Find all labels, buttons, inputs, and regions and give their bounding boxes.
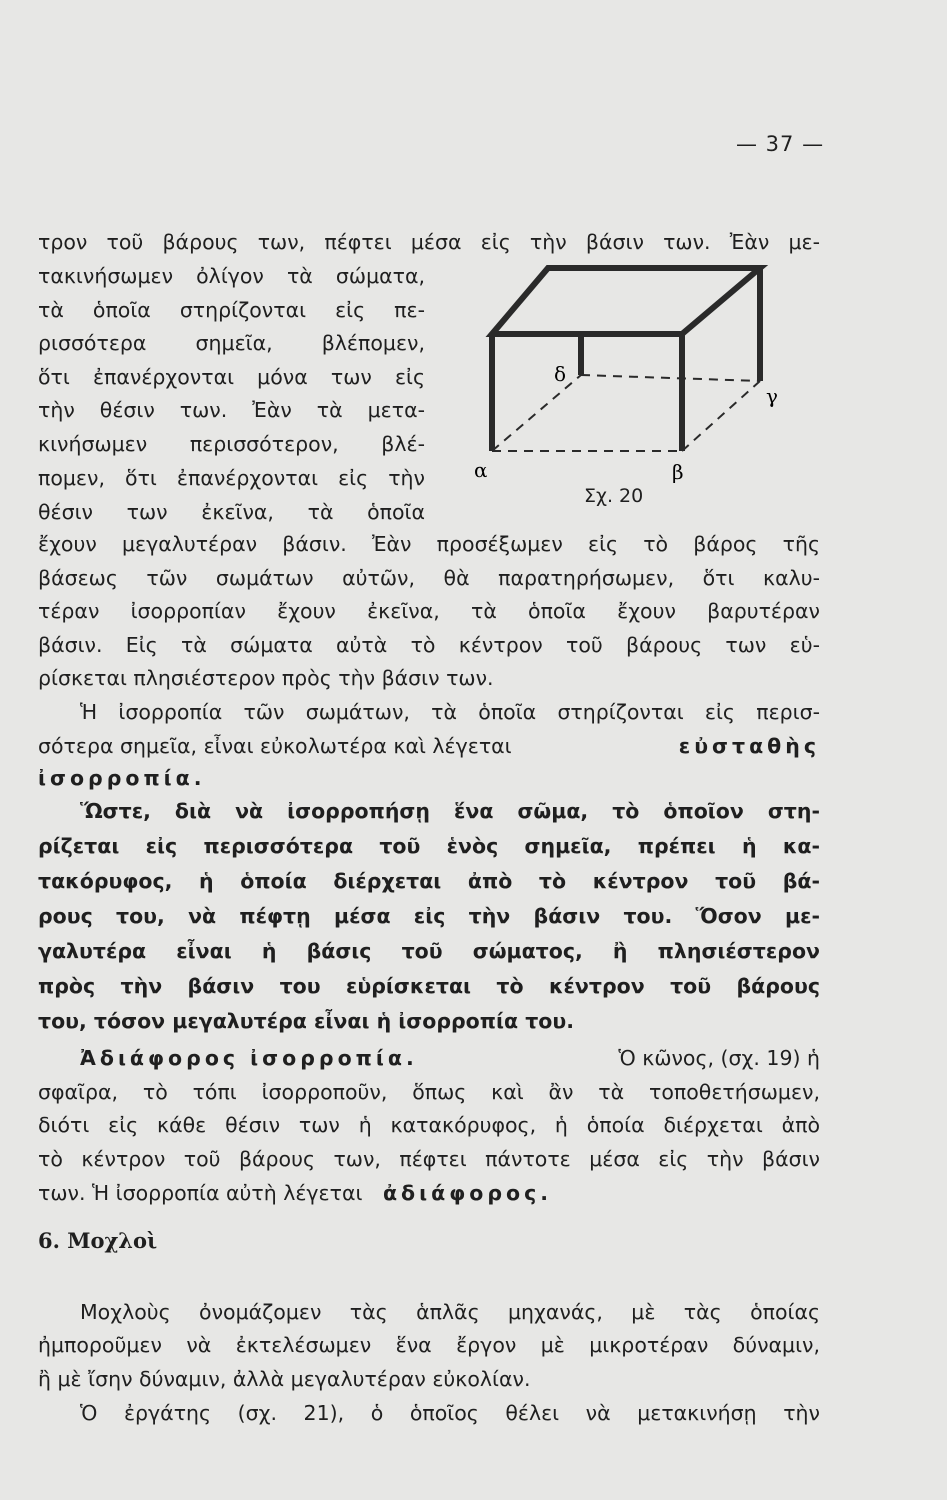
- text-line: Ἡ ἰσορροπία τῶν σωμάτων, τὰ ὁποῖα στηρίζονται εἰς περισ-: [80, 700, 820, 724]
- text-line: διότι εἰς κάθε θέσιν των ἡ κατακόρυφος, ἡ ὁποία διέρχεται ἀπὸ: [38, 1113, 820, 1137]
- text-line: Ὁ ἐργάτης (σχ. 21), ὁ ὁποῖος θέλει νὰ μετακινήσῃ τὴν: [80, 1401, 820, 1425]
- text-line: Μοχλοὺς ὀνομάζομεν τὰς ἁπλᾶς μηχανάς, μὲ τὰς ὁποίας: [80, 1300, 820, 1324]
- label-delta: δ: [554, 362, 567, 386]
- page-number: — 37 —: [736, 132, 825, 156]
- text-line: γαλυτέρα εἶναι ἡ βάσις τοῦ σώματος, ἢ πλησιέστερον: [38, 939, 820, 963]
- text-line: [38, 1181, 552, 1205]
- dashed-edge-a-d: [492, 375, 581, 451]
- label-alpha: α: [474, 458, 488, 482]
- text-line: ἢ μὲ ἴσην δύναμιν, ἀλλὰ μεγαλυτέραν εὐκολίαν.: [38, 1367, 531, 1391]
- text-line: του, τόσον μεγαλυτέρα εἶναι ἡ ἰσορροπία του.: [38, 1009, 574, 1033]
- text-line: [80, 1046, 820, 1070]
- text-line: ρίζεται εἰς περισσότερα τοῦ ἑνὸς σημεῖα, πρέπει ἡ κα-: [38, 834, 820, 858]
- text-line: τέραν ἰσορροπίαν ἔχουν ἐκεῖνα, τὰ ὁποῖα ἔχουν βαρυτέραν: [38, 599, 820, 623]
- text-line: ὅτι ἐπανέρχονται μόνα των εἰς: [38, 365, 425, 389]
- term-eustathis: εὐσταθὴς: [678, 734, 820, 758]
- term-isorropia: ἰσορροπία.: [38, 766, 206, 790]
- text-line: τρον τοῦ βάρους των, πέφτει μέσα εἰς τὴν βάσιν των. Ἐὰν με-: [38, 230, 820, 254]
- text-line: σφαῖρα, τὸ τόπι ἰσορροποῦν, ὅπως καὶ ἂν τὰ τοποθετήσωμεν,: [38, 1080, 820, 1104]
- text-line: ἠμποροῦμεν νὰ ἐκτελέσωμεν ἕνα ἔργον μὲ μικροτέραν δύναμιν,: [38, 1333, 820, 1357]
- box-top-face: [492, 268, 760, 334]
- text-line: τακόρυφος, ἡ ὁποία διέρχεται ἀπὸ τὸ κέντρον τοῦ βά-: [38, 869, 820, 893]
- text-line: βάσιν. Εἰς τὰ σώματα αὐτὰ τὸ κέντρον τοῦ βάρους των εὑ-: [38, 633, 820, 657]
- text-line: τὸ κέντρον τοῦ βάρους των, πέφτει πάντοτε μέσα εἰς τὴν βάσιν: [38, 1147, 820, 1171]
- text-line: θέσιν των ἐκεῖνα, τὰ ὁποῖα: [38, 500, 425, 524]
- text-line: τὰ ὁποῖα στηρίζονται εἰς πε-: [38, 298, 425, 322]
- figure-caption: Σχ. 20: [584, 485, 644, 507]
- text-line: πρὸς τὴν βάσιν του εὑρίσκεται τὸ κέντρον τοῦ βάρους: [38, 974, 820, 998]
- text-line: τὴν θέσιν των. Ἐὰν τὰ μετα-: [38, 398, 425, 422]
- text-line: ἔχουν μεγαλυτέραν βάσιν. Ἐὰν προσέξωμεν εἰς τὸ βάρος τῆς: [38, 532, 820, 556]
- text-line: τακινήσωμεν ὀλίγον τὰ σώματα,: [38, 264, 425, 288]
- dashed-edge-b-g: [682, 381, 760, 451]
- text-span: των. Ἡ ἰσορροπία αὐτὴ λέγεται: [38, 1181, 363, 1205]
- text-line: Ὥστε, διὰ νὰ ἰσορροπήσῃ ἕνα σῶμα, τὸ ὁποῖον στη-: [80, 799, 820, 823]
- text-span: σότερα σημεῖα, εἶναι εὐκολωτέρα καὶ λέγεται: [38, 734, 512, 758]
- text-line: ρίσκεται πλησιέστερον πρὸς τὴν βάσιν των.: [38, 666, 494, 690]
- text-line: ρισσότερα σημεῖα, βλέπομεν,: [38, 331, 425, 355]
- label-beta: β: [672, 460, 684, 484]
- term-adiaforos-isorropia: Ἀδιάφορος ἰσορροπία.: [80, 1046, 418, 1070]
- section-heading: 6. Μοχλοὶ: [38, 1228, 158, 1253]
- text-span: Ὁ κῶνος, (σχ. 19) ἡ: [618, 1046, 820, 1070]
- text-line: [38, 734, 820, 758]
- text-line: ρους του, νὰ πέφτῃ μέσα εἰς τὴν βάσιν του. Ὅσον με-: [38, 904, 820, 928]
- text-line: πομεν, ὅτι ἐπανέρχονται εἰς τὴν: [38, 466, 425, 490]
- box-figure: [468, 255, 798, 485]
- label-gamma: γ: [766, 384, 778, 408]
- dashed-edge-d-g: [581, 375, 760, 381]
- text-line: κινήσωμεν περισσότερον, βλέ-: [38, 432, 425, 456]
- term-adiaforos: ἀδιάφορος.: [382, 1181, 553, 1205]
- text-line: βάσεως τῶν σωμάτων αὐτῶν, θὰ παρατηρήσωμεν, ὅτι καλυ-: [38, 566, 820, 590]
